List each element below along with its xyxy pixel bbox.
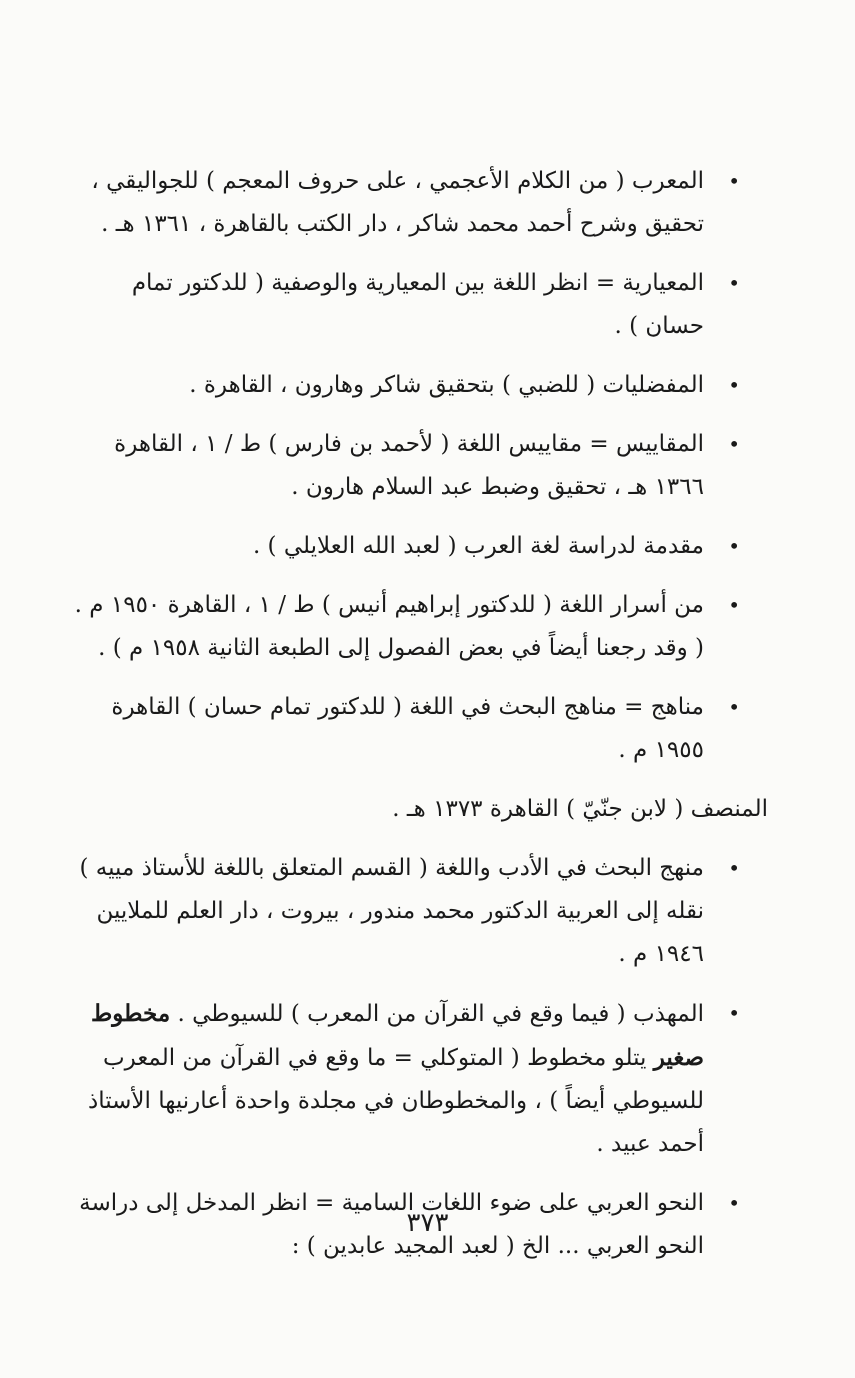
bibliography-entry [72,423,752,509]
entry-text [88,1001,704,1157]
entry-text-part: يتلو مخطوط ( المتوكلي = ما وقع في القرآن من المعرب للسيوطي أيضاً ) ، والمخطوطان في مجلدة واحدة أعارنيها الأستاذ أحمد عبيد . [87,1045,704,1157]
entry-text: مقدمة لدراسة لغة العرب ( لعبد الله العلايلي ) . [252,533,704,559]
entry-text-part: المهذب ( فيما وقع في القرآن من المعرب ) للسيوطي . [170,1001,704,1027]
entry-emphasis: مخطوط صغير [90,1000,704,1071]
entry-text: المنصف ( لابن جنّيّ ) القاهرة ١٣٧٣ هـ . [392,796,768,822]
bullet-marker: • [728,593,740,617]
bibliography-entry [72,584,752,670]
bullet-marker: • [728,1001,740,1025]
bibliography-entry [72,262,752,348]
bibliography-entry [72,686,752,772]
bullet-marker: • [728,271,740,295]
bullet-marker: • [728,534,740,558]
bullet-marker: • [728,169,740,193]
bullet-marker: • [728,695,740,719]
entry-text: المعيارية = انظر اللغة بين المعيارية والوصفية ( للدكتور تمام حسان ) . [131,270,704,339]
bullet-marker: • [728,856,740,880]
entry-text: المفضليات ( للضبي ) بتحقيق شاكر وهارون ، القاهرة . [189,372,704,398]
bibliography-entry [72,788,768,831]
bullet-marker: • [728,432,740,456]
entry-text: المعرب ( من الكلام الأعجمي ، على حروف المعجم ) للجواليقي ، تحقيق وشرح أحمد محمد شاكر ، دار الكتب بالقاهرة ، ١٣٦١ هـ . [91,168,704,237]
entry-text: النحو العربي على ضوء اللغات السامية = انظر المدخل إلى دراسة النحو العربي ... الخ ( لعبد المجيد عابدين ) : [79,1190,704,1259]
entry-text: منهج البحث في الأدب واللغة ( القسم المتعلق باللغة للأستاذ مييه ) نقله إلى العربية الدكتور محمد مندور ، بيروت ، دار العلم للملايين ١٩٤٦ م . [79,855,704,967]
bibliography-entry [72,992,752,1166]
bibliography-entry [72,847,752,976]
bullet-marker: • [728,373,740,397]
entry-text: المقاييس = مقاييس اللغة ( لأحمد بن فارس ) ط / ١ ، القاهرة ١٣٦٦ هـ ، تحقيق وضبط عبد السلام هارون . [114,431,704,500]
bibliography-entry [72,364,752,407]
bibliography-entry [72,160,752,246]
page-number: ٣٧٣ [406,1208,449,1238]
bibliography-entry [72,525,752,568]
entry-text: من أسرار اللغة ( للدكتور إبراهيم أنيس ) ط / ١ ، القاهرة ١٩٥٠ م . ( وقد رجعنا أيضاً في بعض الفصول إلى الطبعة الثانية ١٩٥٨ م ) . [74,592,704,661]
bibliography-list [72,160,768,1284]
entry-text: مناهج = مناهج البحث في اللغة ( للدكتور تمام حسان ) القاهرة ١٩٥٥ م . [111,694,704,763]
bullet-marker: • [728,1191,740,1215]
